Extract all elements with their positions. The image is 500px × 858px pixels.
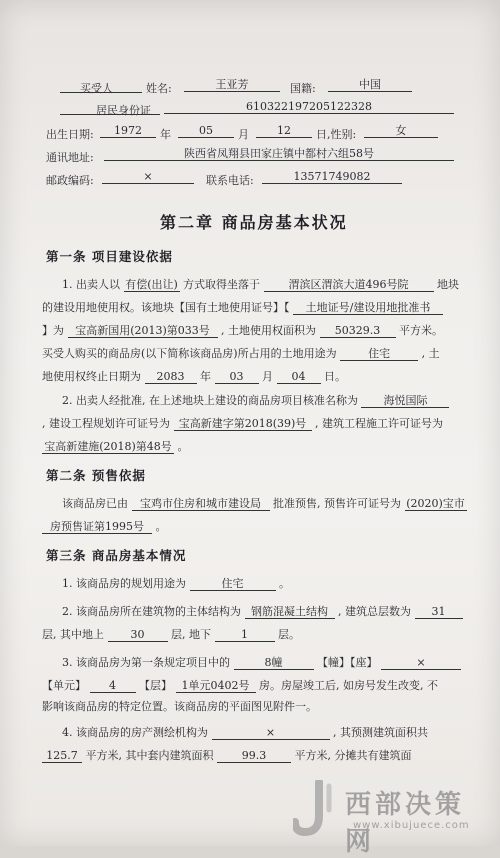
nationality-label: 国籍: (290, 82, 316, 95)
year-unit: 年 (160, 128, 171, 141)
birth-label: 出生日期: (46, 128, 94, 141)
presale-authority: 宝鸡市住房和城市建设局 (132, 498, 270, 511)
article3-p4-line1: 4. 该商品房的房产测绘机构为 × , 其预测建筑面积共 (62, 726, 428, 739)
article2-line2: 房预售证第1995号 。 (42, 518, 167, 534)
article1-p2-line2: , 建设工程规划许可证号为 宝高新建字第2018(39)号 , 建筑工程施工许可证号为 (42, 417, 443, 430)
phone-label: 联系电话: (206, 174, 254, 187)
inner-floor-area: 99.3 (217, 750, 291, 763)
buyer-name: 王亚芳 (184, 79, 280, 92)
predicted-floor-area: 125.7 (42, 750, 82, 763)
birth-year: 1972 (100, 125, 156, 138)
land-use: 住宅 (340, 348, 418, 361)
buyer-postcode: × (102, 171, 194, 184)
land-end-month: 03 (215, 371, 259, 384)
day-gender-label: 日,性别: (316, 128, 357, 141)
buyer-nationality: 中国 (328, 79, 412, 92)
land-acquisition-method: 有偿(出让) (125, 278, 178, 291)
buyer-label: 买受人 (80, 82, 113, 95)
article3-p3-line1: 3. 该商品房为第一条规定项目中的 8幢 【幢】【座】 × (62, 654, 461, 670)
floor-number: 4 (90, 680, 136, 693)
article3-p3-line3: 影响该商品房的特定位置。该商品房的平面图见附件一。 (42, 700, 317, 713)
address-label: 通讯地址: (46, 151, 94, 164)
building-number: 8幢 (234, 657, 314, 670)
building-structure: 钢筋混凝土结构 (245, 606, 335, 619)
article1-line1: 1. 出卖人以 有偿(出让) 方式取得坐落于 渭滨区渭滨大道496号院 地块 (62, 278, 459, 291)
id-label-underline (60, 114, 160, 115)
article1-line2: 的建设用地使用权。该地块【国有土地使用证号】【 土地证号/建设用地批准书 (42, 299, 443, 315)
buyer-underline (60, 92, 142, 93)
land-cert-type: 土地证号/建设用地批准书 (293, 302, 443, 315)
floors-above-ground: 30 (108, 629, 168, 642)
watermark-logo (293, 778, 493, 857)
planned-use: 住宅 (190, 578, 276, 591)
article1-line5: 地使用权终止日期为 2083 年 03 月 04 日。 (42, 370, 346, 383)
planning-permit-number: 宝高新建字第2018(39)号 (174, 418, 312, 431)
article3-p4-line2: 125.7 平方米, 其中套内建筑面积 99.3 平方米, 分摊共有建筑面 (42, 747, 412, 763)
birth-day: 12 (256, 125, 312, 138)
article1-p2-line3: 宝高新建施(2018)第48号 。 (42, 438, 189, 454)
buyer-address: 陕西省凤翔县田家庄镇中都村六组58号 (104, 148, 454, 161)
article1-p2-line1: 2. 出卖人经批准, 在上述地块上建设的商品房项目核准名称为 海悦国际 (62, 392, 449, 408)
land-location: 渭滨区渭滨大道496号院 (264, 279, 434, 292)
watermark-text: 西部决策网 (345, 790, 466, 857)
article3-p1: 1. 该商品房的规划用途为 住宅 。 (62, 577, 290, 590)
article3-heading: 第三条 商品房基本情况 (46, 548, 187, 563)
land-end-day: 04 (277, 371, 321, 384)
article3-p2-line1: 2. 该商品房所在建筑物的主体结构为 钢筋混凝土结构 , 建筑总层数为 31 (62, 603, 463, 619)
land-area: 50329.3 (320, 325, 396, 338)
buyer-gender: 女 (364, 125, 438, 138)
postcode-label: 邮政编码: (46, 174, 94, 187)
article1-line3: 】为 宝高新国用(2013)第033号 , 土地使用权面积为 50329.3 平方米。 (42, 324, 443, 337)
project-name: 海悦国际 (361, 395, 449, 408)
room-number: 1单元0402号 (176, 680, 256, 693)
article1-heading: 第一条 项目建设依据 (46, 249, 173, 264)
chapter-title: 第二章 商品房基本状况 (160, 213, 348, 232)
article2-line1: 该商品房已由 宝鸡市住房和城市建设局 批准预售, 预售许可证号为 (2020)宝市 (62, 497, 465, 510)
presale-permit-part2: 房预售证第1995号 (42, 521, 152, 534)
article1-line4: 买受人购买的商品房(以下简称该商品房)所占用的土地用途为 住宅 , 土 (42, 347, 440, 360)
floors-below-ground: 1 (215, 629, 275, 642)
construction-permit-number: 宝高新建施(2018)第48号 (42, 441, 174, 454)
total-floors: 31 (415, 606, 463, 619)
buyer-phone: 13571749082 (262, 171, 402, 184)
month-unit: 月 (238, 128, 249, 141)
watermark-url: www.xibujuece.com (353, 820, 470, 831)
watermark-emblem-icon (293, 780, 339, 838)
article3-p2-line2: 层, 其中地上 30 层, 地下 1 层。 (42, 628, 300, 641)
presale-permit-part1: (2020)宝市 (406, 497, 465, 510)
buyer-id-number: 610322197205122328 (164, 101, 454, 114)
surveying-agency: × (212, 727, 330, 740)
land-end-year: 2083 (145, 371, 197, 384)
name-label: 姓名: (146, 82, 172, 95)
seat-number: × (381, 657, 461, 670)
article2-heading: 第二条 预售依据 (46, 468, 146, 483)
birth-month: 05 (178, 125, 234, 138)
land-cert-number: 宝高新国用(2013)第033号 (68, 325, 218, 338)
article3-p3-line2: 【单元】 4 【层】 1单元0402号 房。房屋竣工后, 如房号发生改变, 不 (42, 679, 438, 692)
id-label: 居民身份证 (96, 104, 151, 117)
